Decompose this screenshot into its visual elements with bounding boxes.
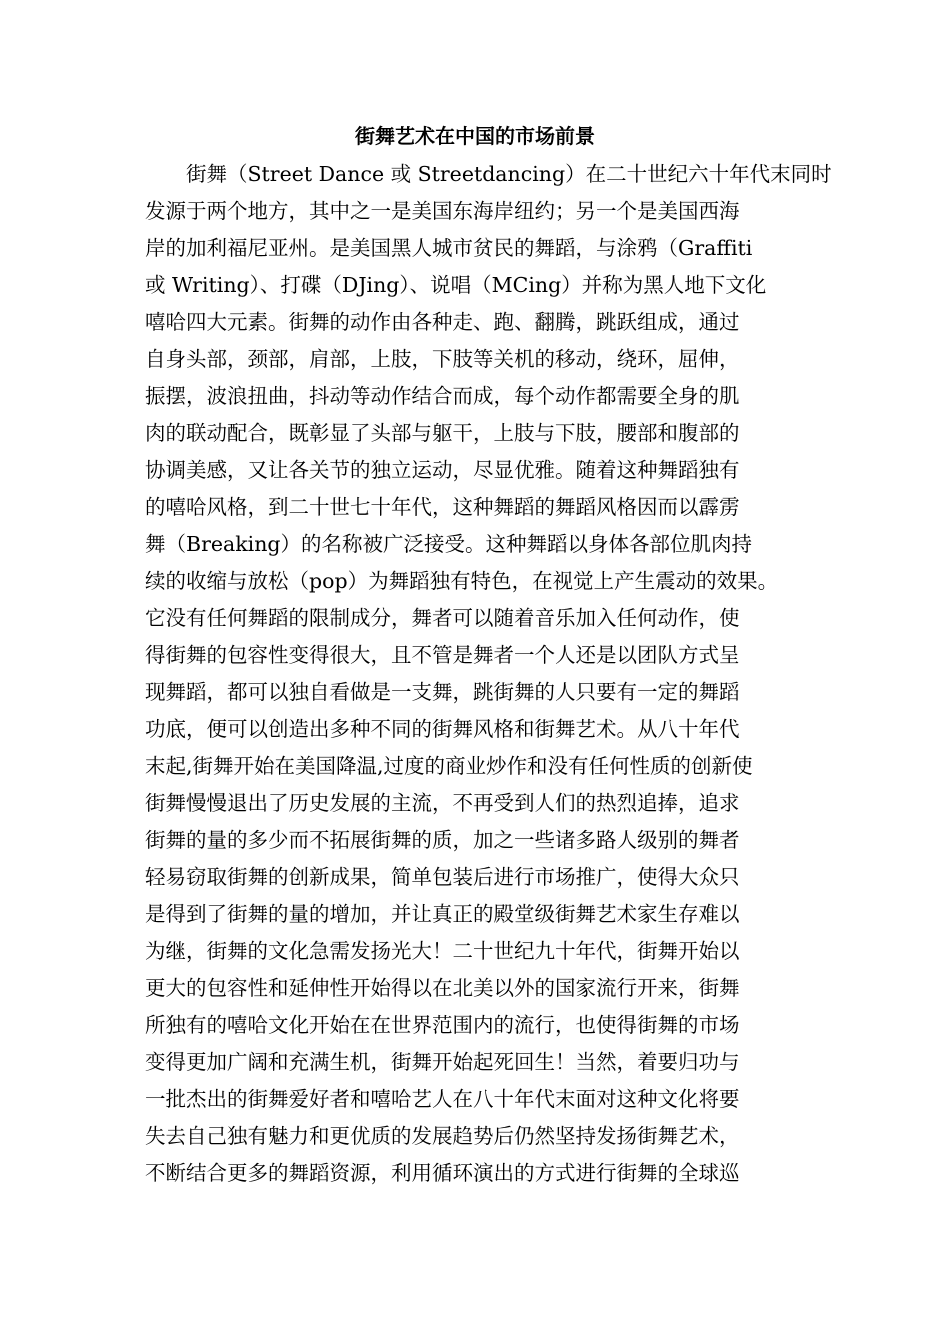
body-line: 振摆，波浪扭曲，抖动等动作结合而成，每个动作都需要全身的肌	[145, 384, 740, 408]
body-line: 变得更加广阔和充满生机，街舞开始起死回生！当然，着要归功与	[145, 1050, 740, 1074]
body-line: 失去自己独有魅力和更优质的发展趋势后仍然坚持发扬街舞艺术，	[145, 1124, 740, 1148]
body-line: 的嘻哈风格，到二十世七十年代，这种舞蹈的舞蹈风格因而以霹雳	[145, 495, 740, 519]
body-line: 街舞慢慢退出了历史发展的主流，不再受到人们的热烈追捧，追求	[145, 791, 740, 815]
body-line: 协调美感，又让各关节的独立运动，尽显优雅。随着这种舞蹈独有	[145, 458, 740, 482]
body-line: 或 Writing）、打碟（DJing）、说唱（MCing）并称为黑人地下文化	[145, 273, 767, 297]
document-title: 街舞艺术在中国的市场前景	[355, 124, 595, 148]
body-line: 街舞（Street Dance 或 Streetdancing）在二十世纪六十年代末同时	[145, 162, 832, 186]
body-line: 为继，街舞的文化急需发扬光大！二十世纪九十年代，街舞开始以	[145, 939, 740, 963]
body-line: 它没有任何舞蹈的限制成分，舞者可以随着音乐加入任何动作，使	[145, 606, 740, 630]
body-line: 不断结合更多的舞蹈资源，利用循环演出的方式进行街舞的全球巡	[145, 1161, 740, 1185]
body-line: 更大的包容性和延伸性开始得以在北美以外的国家流行开来，街舞	[145, 976, 740, 1000]
body-line: 肉的联动配合，既彰显了头部与躯干，上肢与下肢，腰部和腹部的	[145, 421, 740, 445]
body-line: 舞（Breaking）的名称被广泛接受。这种舞蹈以身体各部位肌肉持	[145, 532, 753, 556]
body-line: 街舞的量的多少而不拓展街舞的质，加之一些诸多路人级别的舞者	[145, 828, 740, 852]
body-line: 嘻哈四大元素。街舞的动作由各种走、跑、翻腾，跳跃组成，通过	[145, 310, 740, 334]
body-line: 是得到了街舞的量的增加，并让真正的殿堂级街舞艺术家生存难以	[145, 902, 740, 926]
body-line: 一批杰出的街舞爱好者和嘻哈艺人在八十年代末面对这种文化将要	[145, 1087, 740, 1111]
body-line: 轻易窃取街舞的创新成果，简单包装后进行市场推广，使得大众只	[145, 865, 740, 889]
body-line: 自身头部，颈部，肩部，上肢，下肢等关机的移动，绕环，屈伸，	[145, 347, 740, 371]
body-line: 发源于两个地方，其中之一是美国东海岸纽约；另一个是美国西海	[145, 199, 740, 223]
body-line: 得街舞的包容性变得很大，且不管是舞者一个人还是以团队方式呈	[145, 643, 740, 667]
body-line: 现舞蹈，都可以独自看做是一支舞，跳街舞的人只要有一定的舞蹈	[145, 680, 740, 704]
document-body	[145, 156, 832, 1192]
body-line: 功底，便可以创造出多种不同的街舞风格和街舞艺术。从八十年代	[145, 717, 740, 741]
body-line: 续的收缩与放松（pop）为舞蹈独有特色，在视觉上产生震动的效果。	[145, 569, 779, 593]
body-line: 末起,街舞开始在美国降温,过度的商业炒作和没有任何性质的创新使	[145, 754, 753, 778]
body-line: 所独有的嘻哈文化开始在在世界范围内的流行，也使得街舞的市场	[145, 1013, 740, 1037]
body-line: 岸的加利福尼亚州。是美国黑人城市贫民的舞蹈，与涂鸦（Graffiti	[145, 236, 753, 260]
